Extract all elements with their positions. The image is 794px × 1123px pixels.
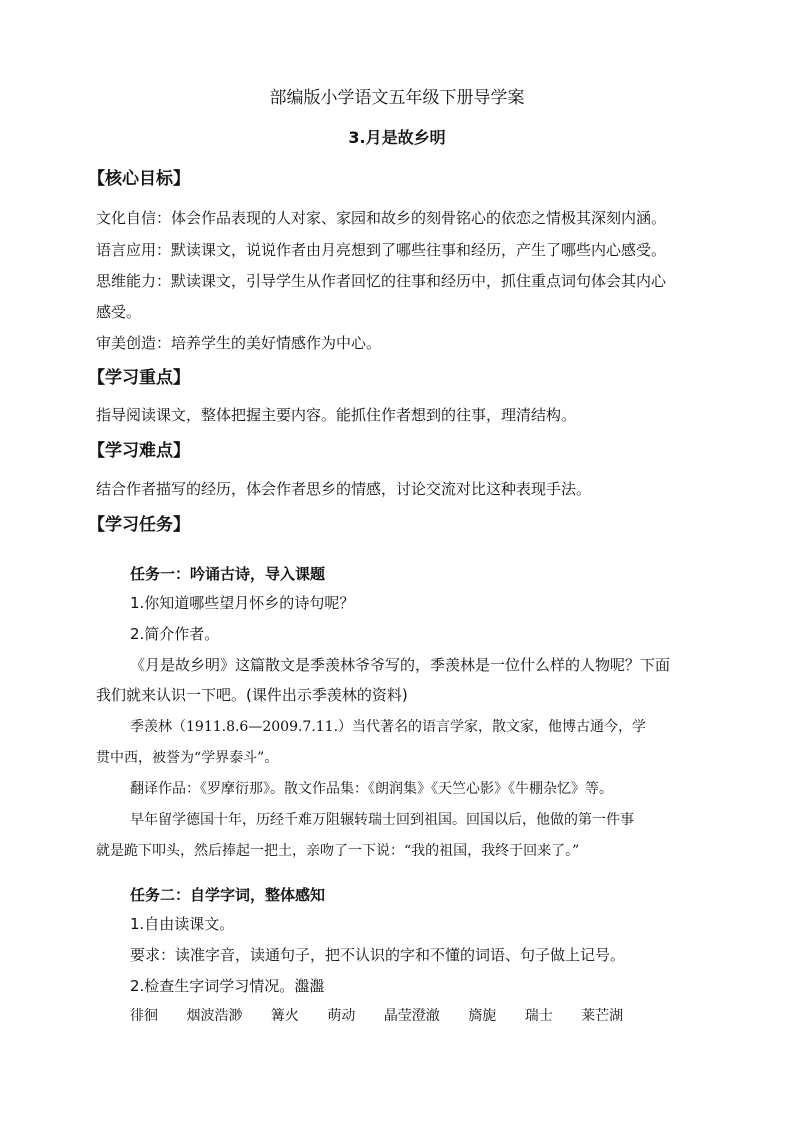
section-heading-difficulty: 【学习难点】 [88, 441, 190, 461]
vocab-word: 旖旎 [468, 1008, 497, 1024]
difficulty-line-1: 结合作者描写的经历，体会作者思乡的情感，讨论交流对比这种表现手法。 [96, 480, 592, 498]
core-goal-line-1: 文化自信：体会作品表现的人对家、家园和故乡的刻骨铭心的依恋之情极其深刻内涵。 [96, 209, 667, 227]
bio-line-1: 季羡林（1911.8.6—2009.7.11.）当代著名的语言学家，散文家，他博古通今，学 [130, 719, 647, 735]
core-goal-line-2: 语言应用：默读课文，说说作者由月亮想到了哪些往事和经历，产生了哪些内心感受。 [96, 241, 667, 259]
vocab-word: 烟波浩渺 [186, 1008, 243, 1024]
bio-line-5: 就是跪下叩头，然后捧起一把土，亲吻了一下说：“我的祖国，我终于回来了。” [96, 843, 580, 859]
bio-line-4: 早年留学德国十年，历经千难万阻辗转瑞士回到祖国。回国以后，他做的第一件事 [130, 812, 634, 828]
task2-line-3: 2.检查生字词学习情况。瀊瀊 [130, 977, 325, 995]
core-goal-line-5: 审美创造：培养学生的美好情感作为中心。 [96, 334, 382, 352]
vocabulary-word-list [130, 1006, 647, 1026]
bio-line-2: 贯中西，被誉为“学界泰斗”。 [96, 750, 279, 766]
task1-title: 任务一：吟诵古诗，导入课题 [130, 565, 326, 583]
section-heading-focus: 【学习重点】 [88, 368, 190, 388]
section-heading-tasks: 【学习任务】 [88, 515, 190, 535]
vocab-word: 徘徊 [130, 1008, 158, 1024]
task2-line-2: 要求：读准字音，读通句子，把不认识的字和不懂的词语、句子做上记号。 [130, 946, 626, 964]
vocab-word: 晶莹澄澈 [383, 1008, 440, 1024]
vocab-word: 瑞士 [524, 1008, 553, 1024]
core-goal-line-3: 思维能力：默读课文，引导学生从作者回忆的往事和经历中，抓住重点词句体会其内心 [96, 272, 667, 290]
task1-line-4: 我们就来认识一下吧。(课件出示季羡林的资料) [96, 686, 408, 704]
lesson-title: 3.月是故乡明 [348, 128, 446, 147]
vocab-word: 莱芒湖 [581, 1008, 624, 1024]
task2-title: 任务二：自学字词，整体感知 [130, 886, 326, 904]
vocab-word: 篝火 [270, 1008, 299, 1024]
task2-line-1: 1.自由读课文。 [130, 915, 235, 933]
vocab-word: 萌动 [327, 1008, 356, 1024]
bio-line-3: 翻译作品：《罗摩衍那》。散文作品集：《朗润集》《天竺心影》《牛棚杂忆》等。 [130, 781, 613, 797]
document-title: 部编版小学语文五年级下册导学案 [269, 88, 525, 108]
core-goal-line-4: 感受。 [96, 303, 142, 321]
task1-line-2: 2.简介作者。 [130, 625, 220, 643]
section-heading-core-goal: 【核心目标】 [88, 169, 190, 189]
focus-line-1: 指导阅读课文，整体把握主要内容。能抓住作者想到的往事，理清结构。 [96, 406, 577, 424]
task1-line-3: 《月是故乡明》这篇散文是季羡林爷爷写的，季羡林是一位什么样的人物呢？下面 [130, 656, 671, 674]
task1-line-1: 1.你知道哪些望月怀乡的诗句呢？ [130, 594, 355, 612]
